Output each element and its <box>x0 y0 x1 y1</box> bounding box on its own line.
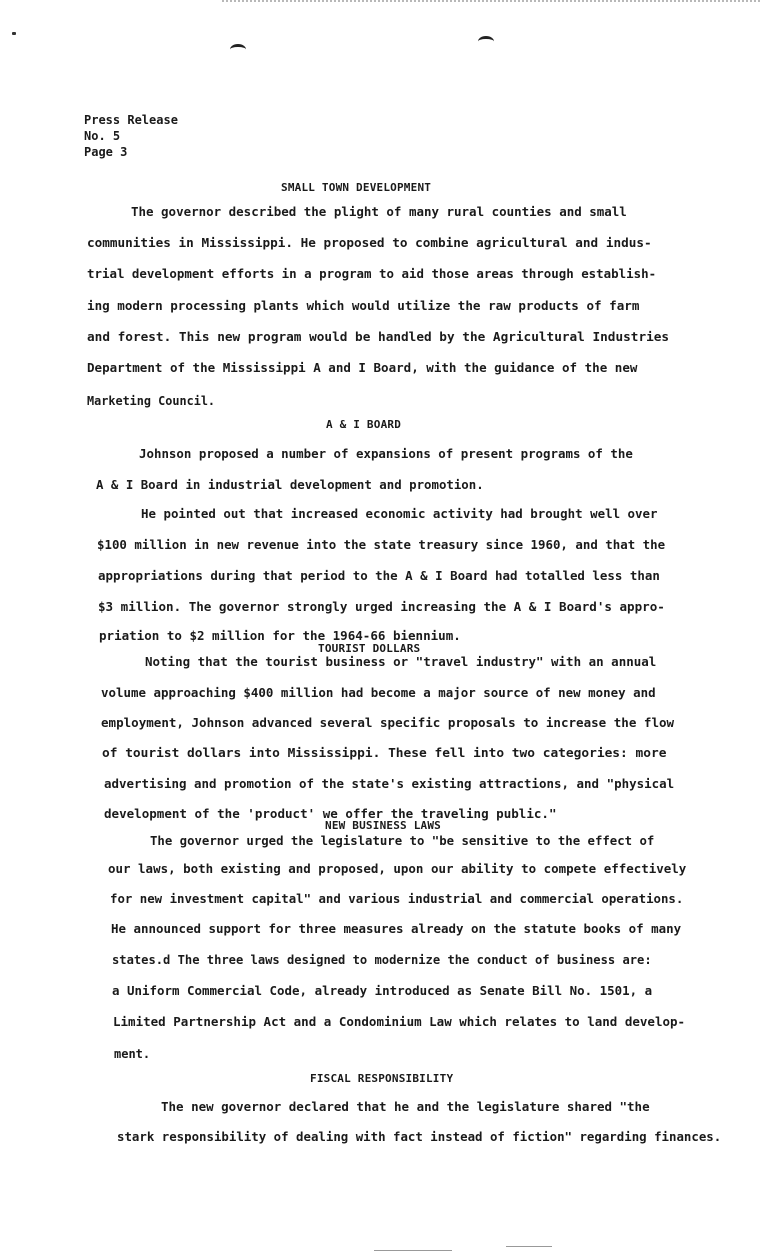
section-heading-tourist-dollars: TOURIST DOLLARS <box>318 642 421 655</box>
paragraph-line: for new investment capital" and various industrial and commercial operations. <box>110 892 684 906</box>
scan-bottom-mark <box>374 1250 452 1251</box>
paragraph-line: A & I Board in industrial development and promotion. <box>96 478 484 492</box>
paragraph-line: appropriations during that period to the A & I Board had totalled less than <box>98 569 660 583</box>
paragraph-line: stark responsibility of dealing with fact instead of fiction" regarding finances. <box>117 1130 722 1144</box>
paragraph-line: of tourist dollars into Mississippi. These fell into two categories: more <box>102 746 667 760</box>
header-line-number: No. 5 <box>84 129 121 143</box>
paragraph-line: The new governor declared that he and the legislature shared "the <box>161 1100 650 1114</box>
section-heading-ai-board: A & I BOARD <box>326 418 402 431</box>
paragraph-line: He pointed out that increased economic activity had brought well over <box>141 507 658 521</box>
paragraph-line: a Uniform Commercial Code, already introduced as Senate Bill No. 1501, a <box>112 984 653 998</box>
paragraph-line: The governor described the plight of many rural counties and small <box>131 205 627 219</box>
paragraph-line: $100 million in new revenue into the state treasury since 1960, and that the <box>97 538 666 552</box>
paragraph-line: Limited Partnership Act and a Condominium Law which relates to land develop- <box>113 1015 686 1029</box>
header-line-title: Press Release <box>84 113 178 127</box>
paragraph-line: Noting that the tourist business or "travel industry" with an annual <box>145 655 657 669</box>
paragraph-line: Department of the Mississippi A and I Board, with the guidance of the new <box>87 361 638 375</box>
paragraph-line: our laws, both existing and proposed, upon our ability to compete effectively <box>108 862 687 876</box>
paragraph-line: priation to $2 million for the 1964-66 biennium. <box>99 629 461 643</box>
paragraph-line: volume approaching $400 million had become a major source of new money and <box>101 686 656 700</box>
section-heading-new-business-laws: NEW BUSINESS LAWS <box>325 819 441 832</box>
press-release-header <box>84 112 178 160</box>
scan-edge-dotted-line <box>222 0 760 2</box>
paragraph-line: The governor urged the legislature to "be sensitive to the effect of <box>150 834 655 848</box>
paragraph-line: trial development efforts in a program to aid those areas through establish- <box>87 267 657 281</box>
paragraph-line: states.d The three laws designed to modernize the conduct of business are: <box>112 953 652 967</box>
paragraph-line: Johnson proposed a number of expansions of present programs of the <box>139 447 633 461</box>
scan-speck <box>12 32 16 35</box>
paragraph-line: He announced support for three measures already on the statute books of many <box>111 922 682 936</box>
paragraph-line: Marketing Council. <box>87 394 216 408</box>
paragraph-line: communities in Mississippi. He proposed to combine agricultural and indus- <box>87 236 652 250</box>
paragraph-line: development of the 'product' we offer the traveling public." <box>104 807 557 821</box>
paragraph-line: ment. <box>114 1047 151 1061</box>
binder-hole-mark-right <box>478 36 494 47</box>
paragraph-line: and forest. This new program would be handled by the Agricultural Industries <box>87 330 670 344</box>
paragraph-line: $3 million. The governor strongly urged increasing the A & I Board's appro- <box>98 600 665 614</box>
header-line-page: Page 3 <box>84 145 128 159</box>
binder-hole-mark-left <box>230 44 246 55</box>
paragraph-line: ing modern processing plants which would utilize the raw products of farm <box>87 299 640 313</box>
section-heading-small-town: SMALL TOWN DEVELOPMENT <box>281 181 432 194</box>
paragraph-line: employment, Johnson advanced several specific proposals to increase the flow <box>101 716 675 730</box>
section-heading-fiscal-responsibility: FISCAL RESPONSIBILITY <box>310 1072 454 1085</box>
scan-bottom-mark <box>506 1246 552 1247</box>
paragraph-line: advertising and promotion of the state's existing attractions, and "physical <box>104 777 675 791</box>
